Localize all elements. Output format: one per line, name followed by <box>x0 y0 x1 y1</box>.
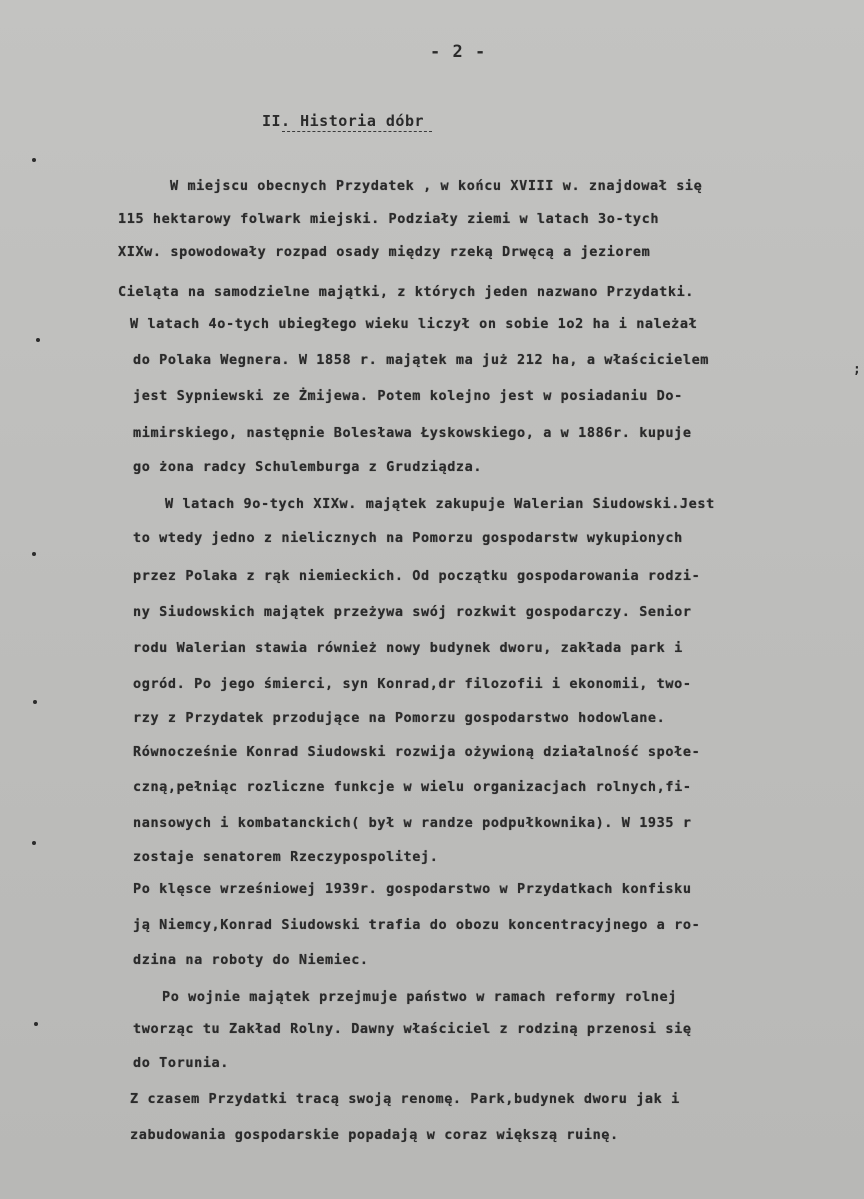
text-line: ny Siudowskich majątek przeżywa swój rozkwit gospodarczy. Senior <box>133 604 692 620</box>
margin-mark: ; <box>853 362 861 377</box>
text-line: zabudowania gospodarskie popadają w coraz większą ruinę. <box>130 1127 619 1143</box>
text-line: W latach 9o-tych XIXw. majątek zakupuje Walerian Siudowski.Jest <box>165 496 715 512</box>
text-line: dzina na roboty do Niemiec. <box>133 952 369 968</box>
text-line: do Polaka Wegnera. W 1858 r. majątek ma już 212 ha, a właścicielem <box>133 352 710 368</box>
text-line: Z czasem Przydatki tracą swoją renomę. Park,budynek dworu jak i <box>130 1091 680 1107</box>
punch-hole-mark <box>33 700 37 704</box>
text-line: ogród. Po jego śmierci, syn Konrad,dr filozofii i ekonomii, two- <box>133 676 692 692</box>
text-line: do Torunia. <box>133 1055 230 1071</box>
punch-hole-mark <box>34 1022 38 1026</box>
text-line: XIXw. spowodowały rozpad osady między rzeką Drwęcą a jeziorem <box>118 244 651 260</box>
text-line: Cieląta na samodzielne majątki, z których jeden nazwano Przydatki. <box>118 284 695 300</box>
text-line: nansowych i kombatanckich( był w randze podpułkownika). W 1935 r <box>133 815 692 831</box>
text-line: tworząc tu Zakład Rolny. Dawny właściciel z rodziną przenosi się <box>133 1021 692 1037</box>
text-line: przez Polaka z rąk niemieckich. Od początku gospodarowania rodzi- <box>133 568 701 584</box>
text-line: rzy z Przydatek przodujące na Pomorzu gospodarstwo hodowlane. <box>133 710 666 726</box>
text-line: czną,pełniąc rozliczne funkcje w wielu organizacjach rolnych,fi- <box>133 779 692 795</box>
page-number: - 2 - <box>430 42 487 62</box>
section-heading <box>262 112 424 130</box>
text-line: Równocześnie Konrad Siudowski rozwija ożywioną działalność społe- <box>133 744 701 760</box>
text-line: jest Sypniewski ze Żmijewa. Potem kolejno jest w posiadaniu Do- <box>133 388 683 404</box>
text-line: W latach 4o-tych ubiegłego wieku liczył on sobie 1o2 ha i należał <box>130 316 698 332</box>
text-line: go żona radcy Schulemburga z Grudziądza. <box>133 459 483 475</box>
punch-hole-mark <box>32 158 36 162</box>
punch-hole-mark <box>32 841 36 845</box>
text-line: mimirskiego, następnie Bolesława Łyskowskiego, a w 1886r. kupuje <box>133 425 692 441</box>
text-line: rodu Walerian stawia również nowy budynek dworu, zakłada park i <box>133 640 683 656</box>
text-line: zostaje senatorem Rzeczypospolitej. <box>133 849 439 865</box>
text-line: 115 hektarowy folwark miejski. Podziały ziemi w latach 3o-tych <box>118 211 660 227</box>
text-line: to wtedy jedno z nielicznych na Pomorzu gospodarstw wykupionych <box>133 530 683 546</box>
punch-hole-mark <box>32 552 36 556</box>
text-line: ją Niemcy,Konrad Siudowski trafia do obozu koncentracyjnego a ro- <box>133 917 701 933</box>
punch-hole-mark <box>36 338 40 342</box>
text-line: Po klęsce wrześniowej 1939r. gospodarstwo w Przydatkach konfisku <box>133 881 692 897</box>
text-line: Po wojnie majątek przejmuje państwo w ramach reformy rolnej <box>162 989 677 1005</box>
section-heading-text: II. Historia dóbr <box>262 112 425 130</box>
text-line: W miejscu obecnych Przydatek , w końcu XVIII w. znajdował się <box>170 178 703 194</box>
heading-underline <box>282 131 432 132</box>
